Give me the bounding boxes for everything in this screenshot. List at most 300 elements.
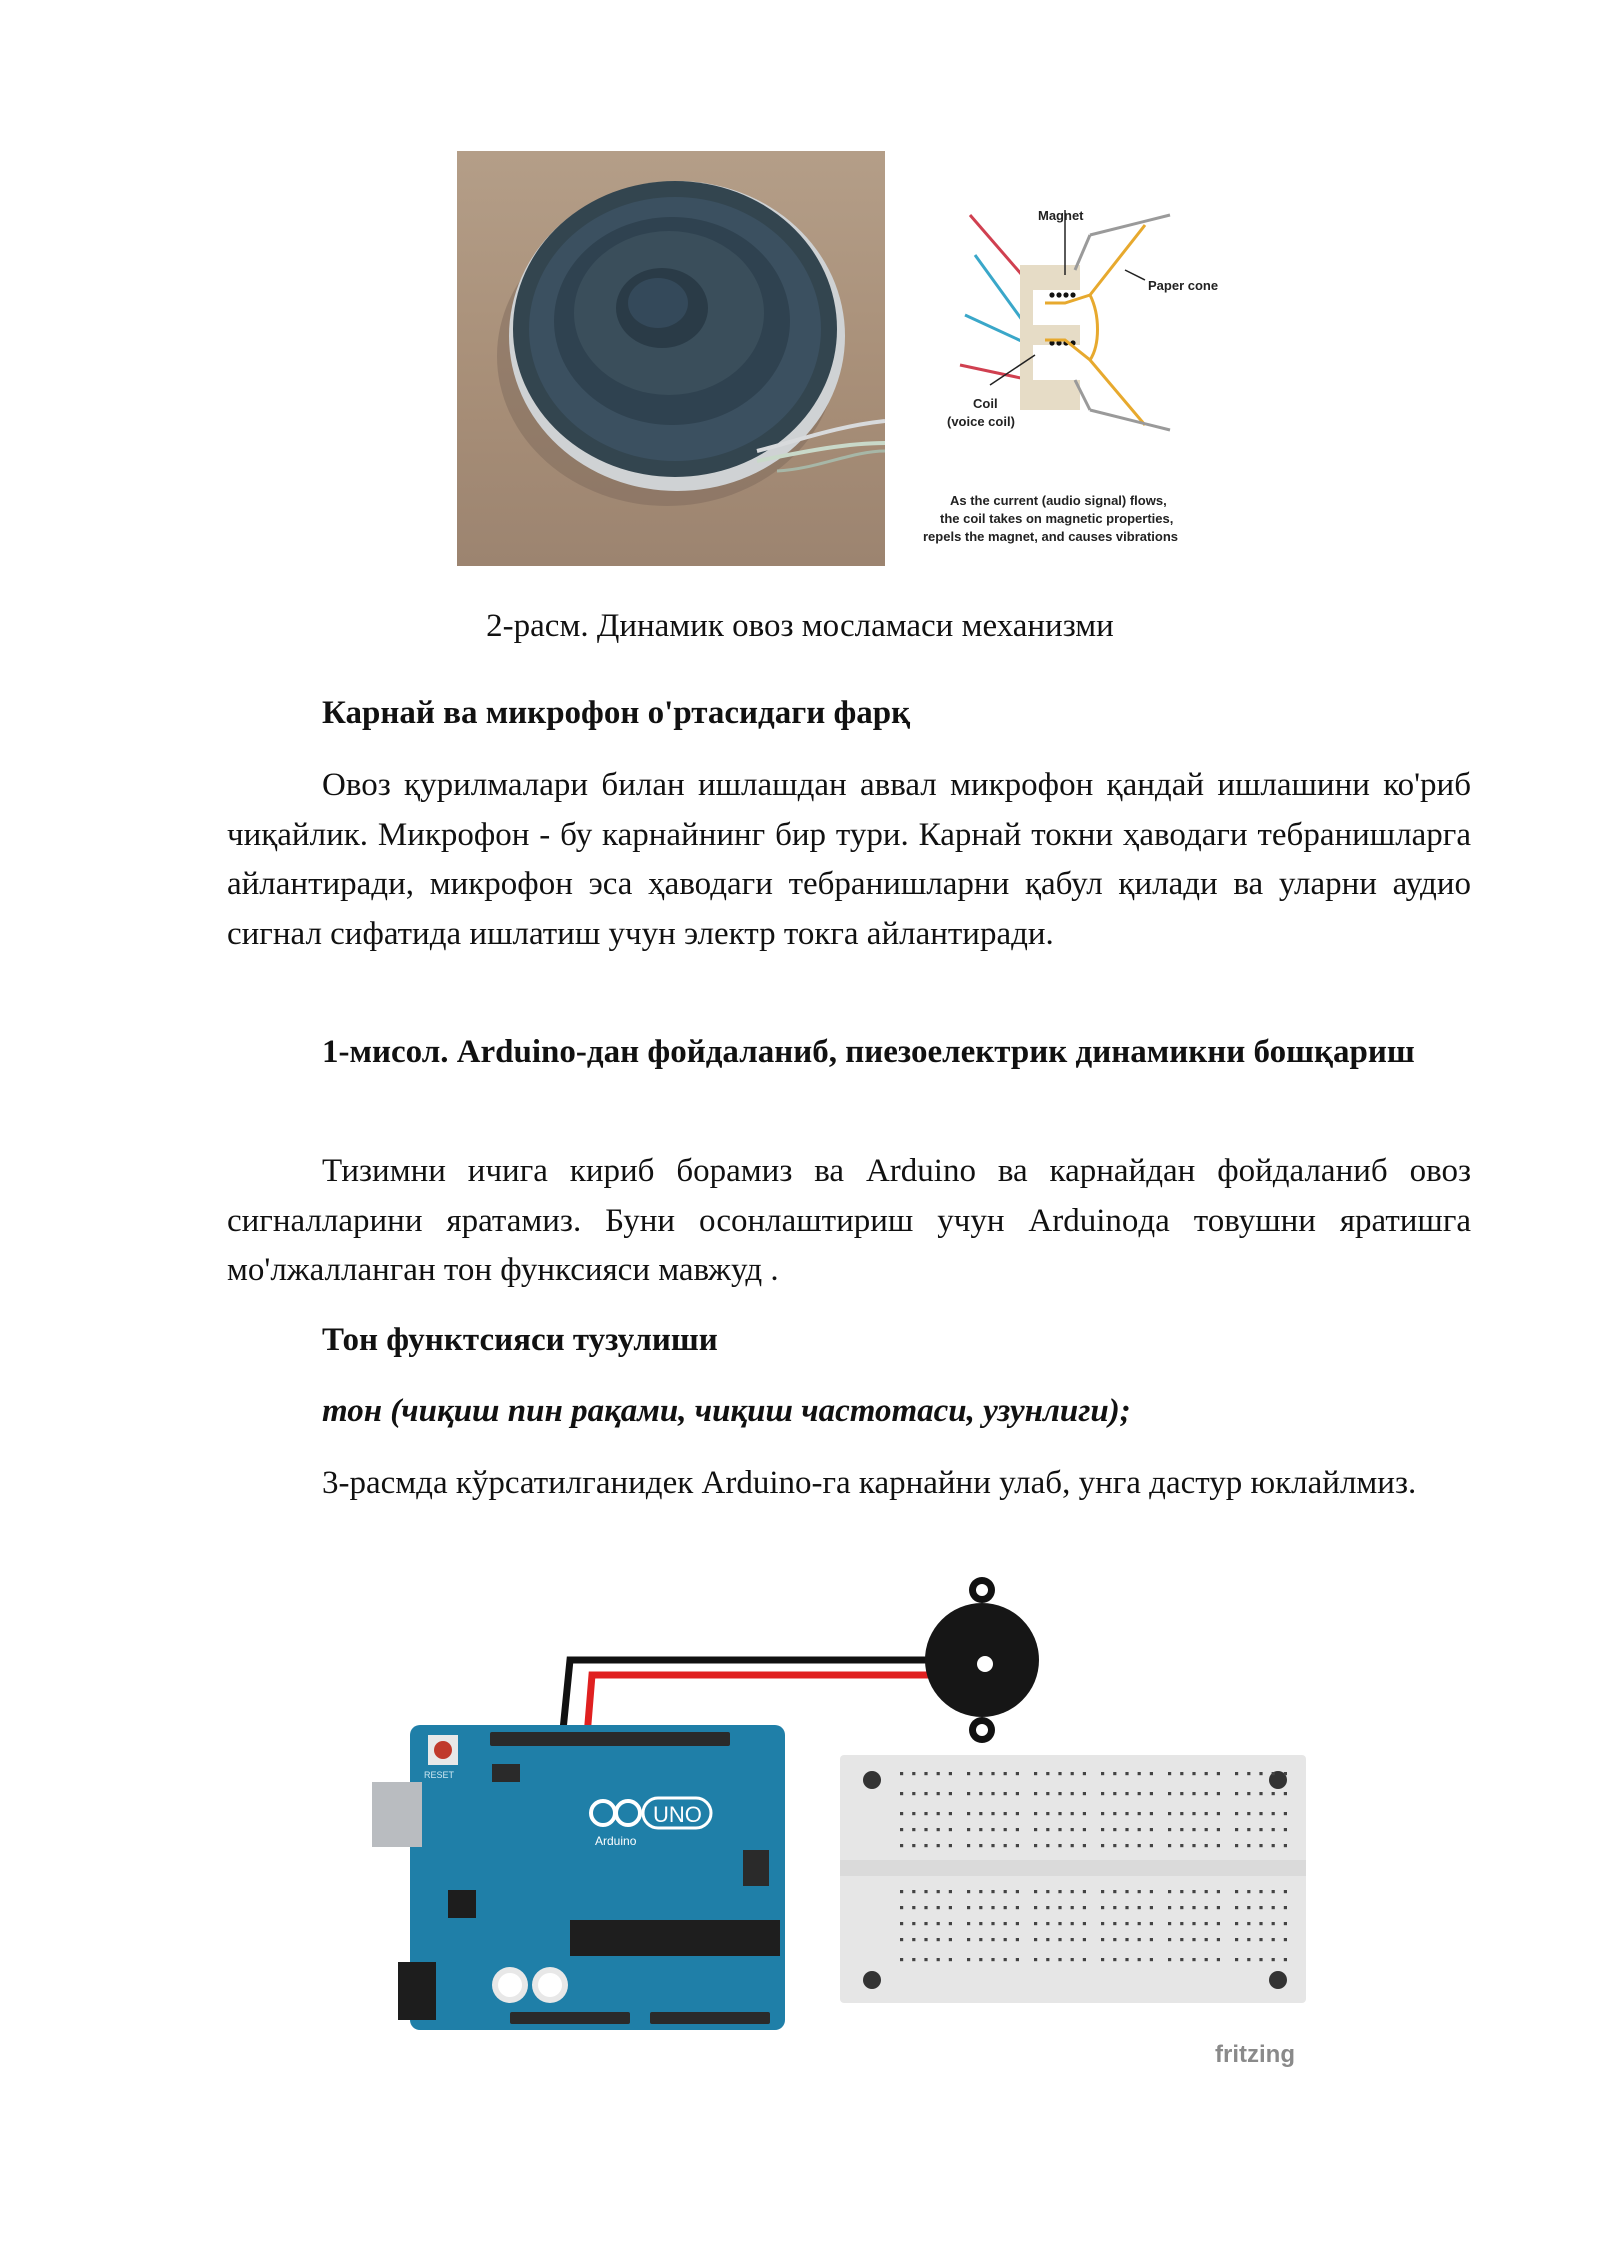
breadboard-hole [1046, 1792, 1049, 1795]
breadboard-hole [1058, 1938, 1061, 1941]
breadboard-hole [1034, 1812, 1037, 1815]
breadboard-hole [1004, 1922, 1007, 1925]
breadboard-hole [1235, 1890, 1238, 1893]
breadboard-hole [979, 1938, 982, 1941]
breadboard-hole [1138, 1958, 1141, 1961]
breadboard-hole [1113, 1958, 1116, 1961]
breadboard-hole [1004, 1792, 1007, 1795]
breadboard-hole [937, 1844, 940, 1847]
breadboard-hole [1138, 1792, 1141, 1795]
breadboard-hole [949, 1792, 952, 1795]
breadboard-hole [1247, 1772, 1250, 1775]
breadboard-hole [1046, 1938, 1049, 1941]
arduino-circuit-diagram [360, 1560, 1320, 2080]
breadboard-hole [1058, 1828, 1061, 1831]
breadboard-hole [912, 1906, 915, 1909]
breadboard-hole [1259, 1890, 1262, 1893]
breadboard-hole [924, 1812, 927, 1815]
breadboard-hole [1284, 1922, 1287, 1925]
breadboard-hole [1101, 1828, 1104, 1831]
breadboard-hole [1071, 1792, 1074, 1795]
breadboard-hole [1217, 1958, 1220, 1961]
breadboard-hole [1138, 1938, 1141, 1941]
breadboard-hole [1113, 1890, 1116, 1893]
breadboard-hole [1004, 1812, 1007, 1815]
figure2-caption: 2-расм. Динамик овоз мосламаси механизми [486, 608, 1114, 644]
arduino-brand-text: Arduino [595, 1834, 637, 1848]
breadboard-hole [1205, 1958, 1208, 1961]
breadboard-hole [1138, 1922, 1141, 1925]
breadboard-hole [1138, 1844, 1141, 1847]
breadboard-hole [1284, 1906, 1287, 1909]
fritzing-watermark: fritzing [1215, 2041, 1295, 2068]
breadboard-hole [1058, 1792, 1061, 1795]
section-heading: Карнай ва микрофон o'ртасидаги фарқ [322, 695, 911, 731]
breadboard-hole [991, 1938, 994, 1941]
breadboard-hole [949, 1890, 952, 1893]
breadboard-hole [979, 1792, 982, 1795]
breadboard-hole [1217, 1812, 1220, 1815]
breadboard-hole [1272, 1890, 1275, 1893]
breadboard-hole [1101, 1772, 1104, 1775]
breadboard-hole [1168, 1938, 1171, 1941]
breadboard-hole [979, 1922, 982, 1925]
breadboard-hole [1192, 1792, 1195, 1795]
breadboard-hole [1217, 1792, 1220, 1795]
breadboard-hole [1004, 1772, 1007, 1775]
breadboard-hole [1168, 1958, 1171, 1961]
breadboard-hole [1150, 1958, 1153, 1961]
breadboard-hole [949, 1938, 952, 1941]
breadboard-hole [1046, 1812, 1049, 1815]
breadboard-hole [1259, 1958, 1262, 1961]
breadboard-hole [1016, 1844, 1019, 1847]
breadboard-hole [1125, 1938, 1128, 1941]
diagram-note-line2: the coil takes on magnetic properties, [940, 511, 1174, 526]
breadboard-hole [1217, 1938, 1220, 1941]
breadboard-hole [991, 1844, 994, 1847]
breadboard-hole [1004, 1938, 1007, 1941]
breadboard-hole [912, 1812, 915, 1815]
breadboard-hole [900, 1844, 903, 1847]
breadboard-hole [1180, 1958, 1183, 1961]
breadboard-hole [1235, 1792, 1238, 1795]
breadboard-hole [979, 1906, 982, 1909]
breadboard-hole [900, 1906, 903, 1909]
breadboard-hole [900, 1828, 903, 1831]
breadboard-hole [1150, 1828, 1153, 1831]
breadboard-hole [1138, 1890, 1141, 1893]
breadboard-hole [1138, 1812, 1141, 1815]
breadboard-hole [1113, 1812, 1116, 1815]
breadboard-hole [1284, 1812, 1287, 1815]
breadboard-hole [937, 1890, 940, 1893]
breadboard-hole [1235, 1844, 1238, 1847]
breadboard-hole [1034, 1792, 1037, 1795]
breadboard-hole [1247, 1812, 1250, 1815]
breadboard-hole [1004, 1906, 1007, 1909]
breadboard-hole [967, 1812, 970, 1815]
breadboard-hole [1058, 1922, 1061, 1925]
breadboard-hole [967, 1922, 970, 1925]
breadboard-hole [1180, 1828, 1183, 1831]
breadboard-hole [1180, 1922, 1183, 1925]
breadboard-hole [1016, 1938, 1019, 1941]
breadboard-hole [1016, 1922, 1019, 1925]
breadboard-hole [912, 1938, 915, 1941]
breadboard-hole [1113, 1772, 1116, 1775]
breadboard-hole [1083, 1958, 1086, 1961]
breadboard-hole [1180, 1792, 1183, 1795]
breadboard-hole [1272, 1792, 1275, 1795]
breadboard-hole [1259, 1812, 1262, 1815]
breadboard-hole [1004, 1958, 1007, 1961]
breadboard-hole [1071, 1828, 1074, 1831]
speaker-mechanism-diagram [905, 195, 1255, 565]
breadboard-hole [1071, 1890, 1074, 1893]
voice-coil-label: (voice coil) [947, 414, 1015, 429]
breadboard-hole [1168, 1922, 1171, 1925]
breadboard-hole [1247, 1938, 1250, 1941]
breadboard-hole [1192, 1938, 1195, 1941]
breadboard-hole [1125, 1828, 1128, 1831]
breadboard-hole [900, 1922, 903, 1925]
breadboard-hole [1071, 1812, 1074, 1815]
breadboard-hole [1034, 1906, 1037, 1909]
breadboard-hole [1016, 1958, 1019, 1961]
breadboard-hole [1284, 1772, 1287, 1775]
breadboard-hole [1180, 1844, 1183, 1847]
breadboard-hole [900, 1812, 903, 1815]
breadboard-hole [1284, 1958, 1287, 1961]
breadboard-hole [912, 1792, 915, 1795]
breadboard-hole [1150, 1906, 1153, 1909]
breadboard-hole [1101, 1844, 1104, 1847]
breadboard-hole [1247, 1922, 1250, 1925]
breadboard-hole [937, 1792, 940, 1795]
breadboard-hole [1247, 1890, 1250, 1893]
breadboard-hole [1217, 1890, 1220, 1893]
breadboard-hole [1058, 1844, 1061, 1847]
breadboard-hole [949, 1906, 952, 1909]
breadboard-hole [1192, 1958, 1195, 1961]
breadboard-hole [991, 1890, 994, 1893]
breadboard-hole [1168, 1828, 1171, 1831]
breadboard-hole [1180, 1890, 1183, 1893]
breadboard-hole [912, 1922, 915, 1925]
uno-logo-text: UNO [653, 1802, 702, 1827]
breadboard-hole [1034, 1890, 1037, 1893]
breadboard-hole [979, 1772, 982, 1775]
breadboard-hole [949, 1812, 952, 1815]
breadboard-hole [1217, 1828, 1220, 1831]
breadboard-hole [1004, 1828, 1007, 1831]
breadboard-hole [1235, 1812, 1238, 1815]
breadboard-hole [1168, 1906, 1171, 1909]
breadboard-hole [912, 1958, 915, 1961]
breadboard-hole [1101, 1938, 1104, 1941]
tone-function-heading: Тон функтсияси тузулиши [322, 1322, 718, 1358]
breadboard-hole [1046, 1906, 1049, 1909]
breadboard-hole [924, 1792, 927, 1795]
breadboard-hole [1138, 1828, 1141, 1831]
breadboard-hole [979, 1890, 982, 1893]
breadboard [840, 1755, 1306, 2003]
breadboard-hole [1247, 1958, 1250, 1961]
breadboard-hole [1180, 1772, 1183, 1775]
breadboard-hole [1235, 1958, 1238, 1961]
breadboard-hole [912, 1828, 915, 1831]
breadboard-hole [937, 1812, 940, 1815]
paragraph-tone-intro: Тизимни ичига кириб борамиз ва Arduino ва карнайдан фойдаланиб овоз сигналларини яратамиз. Буни осонлаштириш учун Arduinoда товушни яратишга мо'лжалланган тон функсияси мавжуд . [227, 1153, 1471, 1288]
magnet-label: Magnet [1038, 208, 1084, 223]
breadboard-hole [967, 1828, 970, 1831]
breadboard-hole [1259, 1906, 1262, 1909]
breadboard-hole [937, 1938, 940, 1941]
breadboard-hole [1016, 1906, 1019, 1909]
breadboard-hole [1058, 1906, 1061, 1909]
breadboard-hole [1168, 1812, 1171, 1815]
breadboard-hole [1217, 1922, 1220, 1925]
breadboard-hole [1083, 1772, 1086, 1775]
breadboard-hole [1235, 1938, 1238, 1941]
breadboard-hole [967, 1938, 970, 1941]
breadboard-hole [912, 1772, 915, 1775]
breadboard-hole [1235, 1772, 1238, 1775]
breadboard-hole [1125, 1844, 1128, 1847]
breadboard-hole [1113, 1938, 1116, 1941]
breadboard-hole [1071, 1938, 1074, 1941]
breadboard-hole [1150, 1812, 1153, 1815]
breadboard-hole [1284, 1828, 1287, 1831]
breadboard-hole [937, 1922, 940, 1925]
breadboard-hole [1192, 1922, 1195, 1925]
breadboard-hole [937, 1906, 940, 1909]
breadboard-hole [1272, 1772, 1275, 1775]
diagram-note-line1: As the current (audio signal) flows, [950, 493, 1167, 508]
arduino-uno-board [372, 1725, 785, 2030]
breadboard-hole [1101, 1792, 1104, 1795]
breadboard-hole [1083, 1890, 1086, 1893]
breadboard-hole [1180, 1938, 1183, 1941]
breadboard-hole [949, 1958, 952, 1961]
breadboard-hole [1272, 1812, 1275, 1815]
breadboard-hole [1284, 1792, 1287, 1795]
breadboard-hole [1071, 1958, 1074, 1961]
breadboard-hole [1272, 1906, 1275, 1909]
breadboard-hole [1205, 1812, 1208, 1815]
breadboard-hole [1046, 1844, 1049, 1847]
breadboard-hole [912, 1844, 915, 1847]
breadboard-hole [949, 1922, 952, 1925]
breadboard-hole [1034, 1922, 1037, 1925]
breadboard-hole [1016, 1890, 1019, 1893]
tone-syntax: тон (чиқиш пин рақами, чиқиш частотаси, узунлиги); [322, 1393, 1131, 1429]
breadboard-hole [924, 1844, 927, 1847]
breadboard-hole [1205, 1772, 1208, 1775]
breadboard-hole [1150, 1890, 1153, 1893]
speaker-photo [457, 151, 885, 566]
breadboard-hole [1101, 1812, 1104, 1815]
breadboard-hole [1113, 1828, 1116, 1831]
breadboard-hole [1205, 1792, 1208, 1795]
breadboard-hole [1168, 1844, 1171, 1847]
breadboard-hole [1168, 1792, 1171, 1795]
breadboard-hole [1113, 1792, 1116, 1795]
breadboard-hole [900, 1792, 903, 1795]
breadboard-hole [1113, 1906, 1116, 1909]
breadboard-hole [1046, 1958, 1049, 1961]
breadboard-hole [1004, 1844, 1007, 1847]
coil-label: Coil [973, 396, 998, 411]
breadboard-hole [1083, 1812, 1086, 1815]
breadboard-hole [1101, 1906, 1104, 1909]
breadboard-hole [1272, 1938, 1275, 1941]
breadboard-hole [1192, 1828, 1195, 1831]
breadboard-hole [1034, 1844, 1037, 1847]
breadboard-hole [1071, 1844, 1074, 1847]
breadboard-hole [1284, 1890, 1287, 1893]
breadboard-hole [1058, 1812, 1061, 1815]
breadboard-hole [991, 1792, 994, 1795]
breadboard-hole [967, 1792, 970, 1795]
breadboard-hole [1101, 1890, 1104, 1893]
breadboard-hole [1150, 1844, 1153, 1847]
breadboard-hole [924, 1958, 927, 1961]
breadboard-hole [1217, 1844, 1220, 1847]
breadboard-hole [1205, 1938, 1208, 1941]
breadboard-hole [1113, 1844, 1116, 1847]
paragraph-speaker-vs-microphone: Овоз қурилмалари билан ишлашдан аввал микрофон қандай ишлашини ко'риб чиқайлик. Микрофон - бу карнайнинг бир тури. Карнай токни ҳаводаги тебранишларга айлантиради, микрофон эса ҳаводаги тебранишларни қабул қилади ва уларни аудио сигнал сифатида ишлатиш учун электр токга айлантиради. [227, 767, 1471, 952]
breadboard-hole [1180, 1812, 1183, 1815]
breadboard-hole [1284, 1938, 1287, 1941]
breadboard-hole [967, 1844, 970, 1847]
breadboard-hole [991, 1922, 994, 1925]
breadboard-hole [1138, 1772, 1141, 1775]
breadboard-hole [1217, 1906, 1220, 1909]
breadboard-hole [1083, 1828, 1086, 1831]
breadboard-hole [1034, 1772, 1037, 1775]
breadboard-hole [900, 1938, 903, 1941]
breadboard-hole [924, 1922, 927, 1925]
breadboard-hole [1004, 1890, 1007, 1893]
example-heading: 1-мисол. Arduino-дан фойдаланиб, пиезоелектрик динамикни бошқариш [322, 1034, 1415, 1070]
breadboard-hole [1071, 1922, 1074, 1925]
breadboard-hole [1101, 1958, 1104, 1961]
breadboard-hole [1247, 1906, 1250, 1909]
breadboard-hole [1046, 1922, 1049, 1925]
breadboard-hole [1205, 1844, 1208, 1847]
breadboard-hole [1205, 1828, 1208, 1831]
breadboard-hole [1247, 1844, 1250, 1847]
breadboard-hole [949, 1828, 952, 1831]
breadboard-hole [1016, 1812, 1019, 1815]
breadboard-hole [1168, 1890, 1171, 1893]
breadboard-hole [1168, 1772, 1171, 1775]
breadboard-hole [1150, 1922, 1153, 1925]
breadboard-hole [1058, 1890, 1061, 1893]
breadboard-hole [937, 1772, 940, 1775]
breadboard-hole [1192, 1906, 1195, 1909]
breadboard-hole [1083, 1922, 1086, 1925]
breadboard-hole [1138, 1906, 1141, 1909]
breadboard-hole [1034, 1958, 1037, 1961]
breadboard-hole [1192, 1772, 1195, 1775]
breadboard-hole [967, 1890, 970, 1893]
breadboard-hole [1259, 1828, 1262, 1831]
breadboard-hole [1058, 1958, 1061, 1961]
breadboard-hole [1272, 1958, 1275, 1961]
breadboard-hole [1284, 1844, 1287, 1847]
breadboard-hole [1046, 1828, 1049, 1831]
breadboard-hole [924, 1938, 927, 1941]
breadboard-hole [900, 1772, 903, 1775]
breadboard-hole [1192, 1890, 1195, 1893]
breadboard-hole [1125, 1906, 1128, 1909]
breadboard-hole [991, 1906, 994, 1909]
breadboard-hole [967, 1906, 970, 1909]
breadboard-hole [937, 1828, 940, 1831]
breadboard-hole [967, 1772, 970, 1775]
breadboard-hole [979, 1812, 982, 1815]
breadboard-hole [1235, 1906, 1238, 1909]
breadboard-hole [1235, 1828, 1238, 1831]
breadboard-hole [1235, 1922, 1238, 1925]
breadboard-hole [1272, 1844, 1275, 1847]
breadboard-hole [1272, 1828, 1275, 1831]
breadboard-hole [1259, 1792, 1262, 1795]
breadboard-hole [1205, 1906, 1208, 1909]
breadboard-hole [1125, 1922, 1128, 1925]
breadboard-hole [1071, 1906, 1074, 1909]
breadboard-hole [979, 1958, 982, 1961]
breadboard-hole [1192, 1812, 1195, 1815]
breadboard-hole [1259, 1844, 1262, 1847]
breadboard-hole [1125, 1792, 1128, 1795]
breadboard-hole [1046, 1890, 1049, 1893]
breadboard-hole [1192, 1844, 1195, 1847]
diagram-note-line3: repels the magnet, and causes vibrations [923, 529, 1179, 544]
breadboard-hole [991, 1772, 994, 1775]
breadboard-hole [1247, 1828, 1250, 1831]
breadboard-hole [924, 1906, 927, 1909]
breadboard-hole [949, 1772, 952, 1775]
breadboard-hole [937, 1958, 940, 1961]
breadboard-hole [912, 1890, 915, 1893]
breadboard-hole [1016, 1772, 1019, 1775]
breadboard-hole [1259, 1772, 1262, 1775]
breadboard-hole [1083, 1938, 1086, 1941]
breadboard-hole [1259, 1922, 1262, 1925]
breadboard-hole [1125, 1772, 1128, 1775]
breadboard-hole [979, 1844, 982, 1847]
breadboard-hole [1125, 1890, 1128, 1893]
breadboard-hole [967, 1958, 970, 1961]
breadboard-hole [1083, 1792, 1086, 1795]
breadboard-hole [1150, 1792, 1153, 1795]
breadboard-hole [1071, 1772, 1074, 1775]
breadboard-hole [1272, 1922, 1275, 1925]
paper-cone-label: Paper cone [1148, 278, 1219, 293]
breadboard-hole [1217, 1772, 1220, 1775]
breadboard-hole [991, 1958, 994, 1961]
breadboard-hole [1113, 1922, 1116, 1925]
breadboard-hole [949, 1844, 952, 1847]
breadboard-hole [991, 1828, 994, 1831]
breadboard-hole [979, 1828, 982, 1831]
breadboard-hole [1125, 1958, 1128, 1961]
breadboard-hole [1205, 1890, 1208, 1893]
